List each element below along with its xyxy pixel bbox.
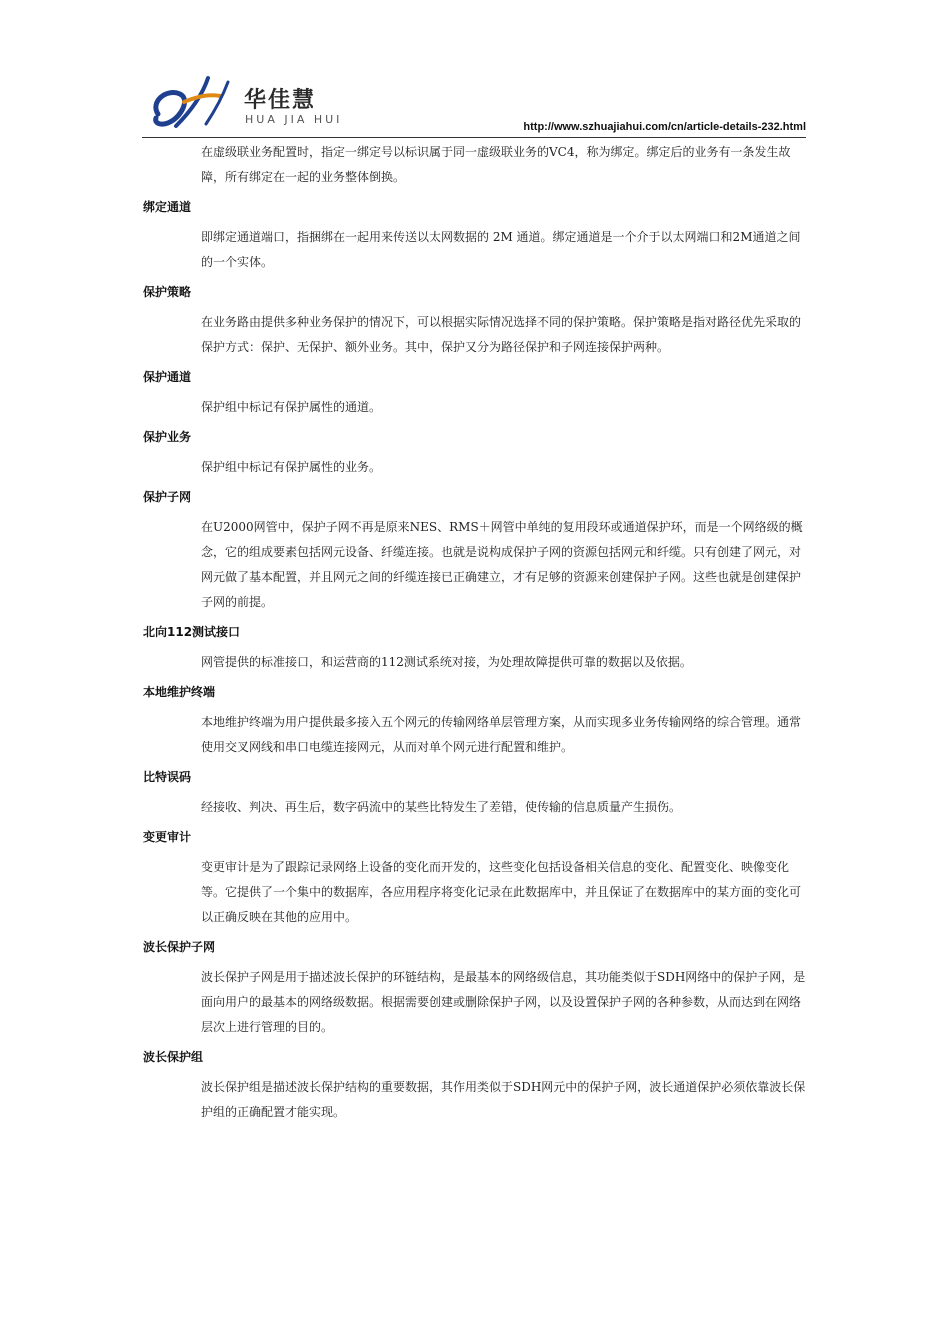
term-description: 在业务路由提供多种业务保护的情况下，可以根据实际情况选择不同的保护策略。保护策略是指对路径优先采取的保护方式：保护、无保护、额外业务。其中，保护又分为路径保护和子网连接保护两种。 <box>201 315 802 354</box>
glossary-body <box>143 139 815 1125</box>
term-heading: 保护策略 <box>143 285 192 299</box>
term-heading: 比特误码 <box>143 770 192 784</box>
term-heading: 北向112测试接口 <box>143 625 241 639</box>
term-description: 波长保护子网是用于描述波长保护的环链结构，是最基本的网络级信息，其功能类似于SDH网络中的保护子网，是面向用户的最基本的网络级数据。根据需要创建或删除保护子网，以及设置保护子网的各种参数，从而达到在网络层次上进行管理的目的。 <box>201 970 806 1034</box>
term-description: 保护组中标记有保护属性的通道。 <box>201 400 382 414</box>
term-description: 即绑定通道端口，指捆绑在一起用来传送以太网数据的 2M 通道。绑定通道是一个介于以太网端口和2M通道之间的一个实体。 <box>201 230 801 269</box>
term-description: 网管提供的标准接口，和运营商的112测试系统对接，为处理故障提供可靠的数据以及依据。 <box>201 655 692 669</box>
term-heading: 保护业务 <box>143 430 192 444</box>
term-heading: 保护子网 <box>143 490 192 504</box>
term-description: 波长保护组是描述波长保护结构的重要数据，其作用类似于SDH网元中的保护子网，波长通道保护必须依靠波长保护组的正确配置才能实现。 <box>201 1080 806 1119</box>
term-description: 变更审计是为了跟踪记录网络上设备的变化而开发的，这些变化包括设备相关信息的变化、配置变化、映像变化等。它提供了一个集中的数据库，各应用程序将变化记录在此数据库中，并且保证了在数据库中的某方面的变化可以正确反映在其他的应用中。 <box>201 860 802 924</box>
term-heading: 保护通道 <box>143 370 192 384</box>
brand-name-cn: 华佳慧 <box>244 88 317 113</box>
intro-paragraph: 在虚级联业务配置时，指定一绑定号以标识属于同一虚级联业务的VC4，称为绑定。绑定后的业务有一条发生故障，所有绑定在一起的业务整体倒换。 <box>201 145 791 184</box>
term-description: 经接收、判决、再生后，数字码流中的某些比特发生了差错，使传输的信息质量产生损伤。 <box>201 800 682 814</box>
term-heading: 波长保护组 <box>143 1050 204 1064</box>
header-url[interactable]: http://www.szhuajiahui.com/cn/article-details-232.html <box>523 121 806 133</box>
term-heading: 绑定通道 <box>143 200 192 214</box>
brand-name-en: HUA JIA HUI <box>245 113 343 126</box>
term-heading: 本地维护终端 <box>143 685 216 699</box>
huajiahui-logo-icon <box>146 72 242 132</box>
term-description: 保护组中标记有保护属性的业务。 <box>201 460 382 474</box>
header-divider <box>142 137 806 138</box>
page-header <box>0 0 950 140</box>
term-description: 本地维护终端为用户提供最多接入五个网元的传输网络单层管理方案，从而实现多业务传输网络的综合管理。通常使用交叉网线和串口电缆连接网元，从而对单个网元进行配置和维护。 <box>201 715 802 754</box>
term-heading: 变更审计 <box>143 830 192 844</box>
term-heading: 波长保护子网 <box>143 940 216 954</box>
term-description: 在U2000网管中，保护子网不再是原来NES、RMS＋网管中单纯的复用段环或通道保护环，而是一个网络级的概念，它的组成要素包括网元设备、纤缆连接。也就是说构成保护子网的资源包括网元和纤缆。只有创建了网元，对网元做了基本配置，并且网元之间的纤缆连接已正确建立，才有足够的资源来创建保护子网。这些也就是创建保护子网的前提。 <box>201 520 803 609</box>
